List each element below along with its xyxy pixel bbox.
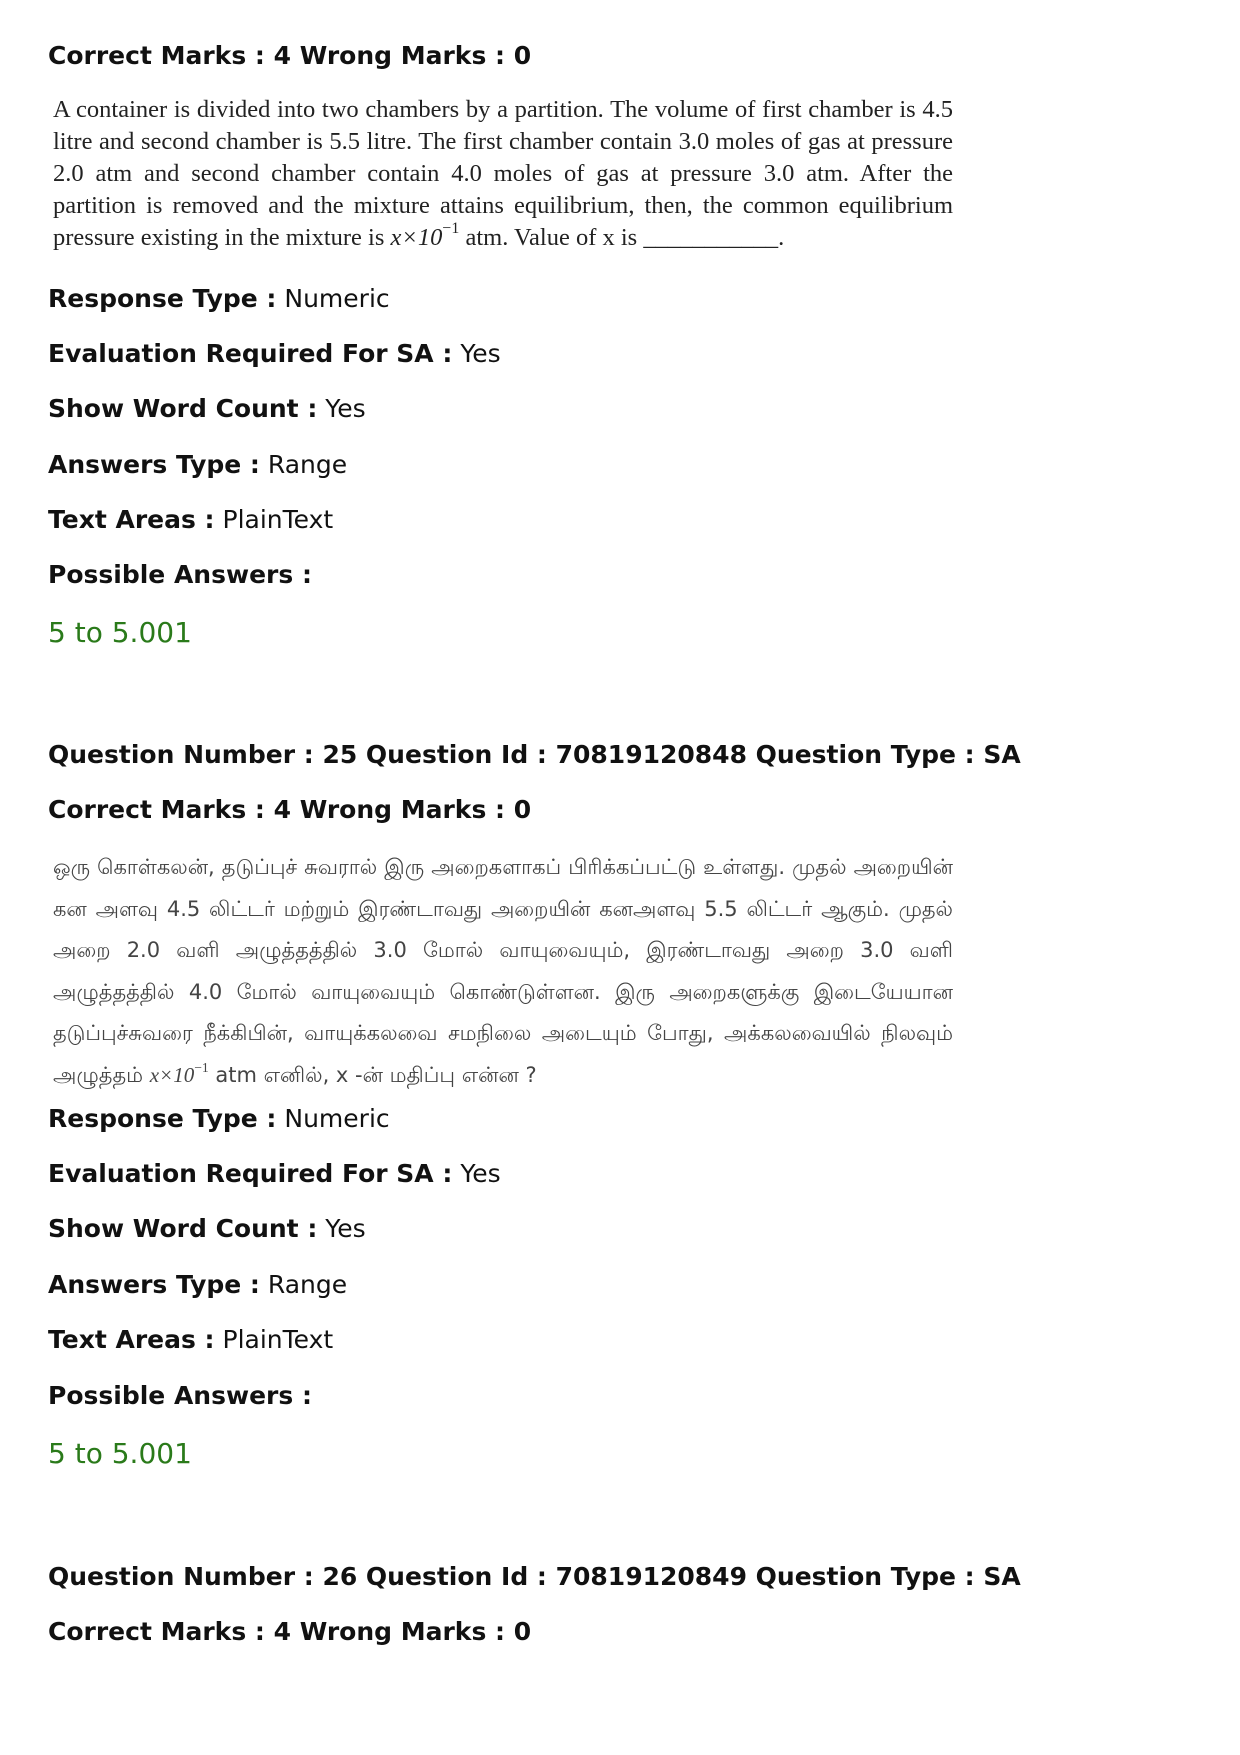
text-areas-value: PlainText bbox=[222, 1325, 334, 1354]
marks-info: Correct Marks : 4 Wrong Marks : 0 bbox=[48, 1617, 532, 1646]
text-areas-value: PlainText bbox=[222, 505, 334, 534]
marks-info: Correct Marks : 4 Wrong Marks : 0 bbox=[48, 795, 532, 824]
answers-type-value: Range bbox=[267, 450, 348, 479]
answers-type-row bbox=[48, 1270, 347, 1300]
answers-type-row bbox=[48, 450, 347, 480]
text-areas-label: Text Areas : bbox=[48, 505, 215, 534]
evaluation-value: Yes bbox=[460, 339, 501, 368]
response-type-label: Response Type : bbox=[48, 284, 277, 313]
word-count-value: Yes bbox=[325, 1214, 366, 1243]
possible-answers-label: Possible Answers : bbox=[48, 560, 312, 589]
evaluation-row bbox=[48, 1159, 501, 1189]
possible-answer-value: 5 to 5.001 bbox=[48, 1437, 192, 1470]
answers-type-label: Answers Type : bbox=[48, 450, 260, 479]
word-count-value: Yes bbox=[325, 394, 366, 423]
word-count-label: Show Word Count : bbox=[48, 394, 318, 423]
word-count-label: Show Word Count : bbox=[48, 1214, 318, 1243]
response-type-row bbox=[48, 284, 390, 314]
text-areas-row bbox=[48, 1325, 333, 1355]
question-header: Question Number : 25 Question Id : 70819120848 Question Type : SA bbox=[48, 740, 1021, 769]
question-header: Question Number : 26 Question Id : 70819120849 Question Type : SA bbox=[48, 1562, 1021, 1591]
marks-info: Correct Marks : 4 Wrong Marks : 0 bbox=[48, 41, 532, 70]
question-text-tamil: ஒரு கொள்கலன், தடுப்புச் சுவரால் இரு அறைகளாகப் பிரிக்கப்பட்டு உள்ளது. முதல் அறையின் கன அளவு 4.5 லிட்டர் மற்றும் இரண்டாவது அறையின் கனஅளவு 5.5 லிட்டர் ஆகும். முதல் அறை 2.0 வளி அழுத்தத்தில் 3.0 மோல் வாயுவையும், இரண்டாவது அறை 3.0 வளி அழுத்தத்தில் 4.0 மோல் வாயுவையும் கொண்டுள்ளன. இரு அறைகளுக்கு இடையேயான தடுப்புச்சுவரை நீக்கிபின், வாயுக்கலவை சமநிலை அடையும் போது, அக்கலவையில் நிலவும் அழுத்தம் $x\times 10^{-1}$ atm எனில், x -ன் மதிப்பு என்ன ? bbox=[53, 855, 953, 1087]
response-type-label: Response Type : bbox=[48, 1104, 277, 1133]
answers-type-label: Answers Type : bbox=[48, 1270, 260, 1299]
word-count-row bbox=[48, 394, 366, 424]
evaluation-value: Yes bbox=[460, 1159, 501, 1188]
response-type-value: Numeric bbox=[284, 1104, 390, 1133]
answers-type-value: Range bbox=[267, 1270, 348, 1299]
word-count-row bbox=[48, 1214, 366, 1244]
evaluation-label: Evaluation Required For SA : bbox=[48, 339, 453, 368]
response-type-row bbox=[48, 1104, 390, 1134]
text-areas-label: Text Areas : bbox=[48, 1325, 215, 1354]
text-areas-row bbox=[48, 505, 333, 535]
response-type-value: Numeric bbox=[284, 284, 390, 313]
question-text-english: A container is divided into two chambers by a partition. The volume of first chamber is 4.5 litre and second chamber is 5.5 litre. The first chamber contain 3.0 moles of gas at pressure 2.0 atm and second chamber contain 4.0 moles of gas at pressure 3.0 atm. After the partition is removed and the mixture attains equilibrium, then, the common equilibrium pressure existing in the mixture is $x\times 10^{-1}$ atm. Value of x is ___________. bbox=[53, 96, 953, 251]
possible-answers-label: Possible Answers : bbox=[48, 1381, 312, 1410]
evaluation-label: Evaluation Required For SA : bbox=[48, 1159, 453, 1188]
possible-answer-value: 5 to 5.001 bbox=[48, 616, 192, 649]
evaluation-row bbox=[48, 339, 501, 369]
